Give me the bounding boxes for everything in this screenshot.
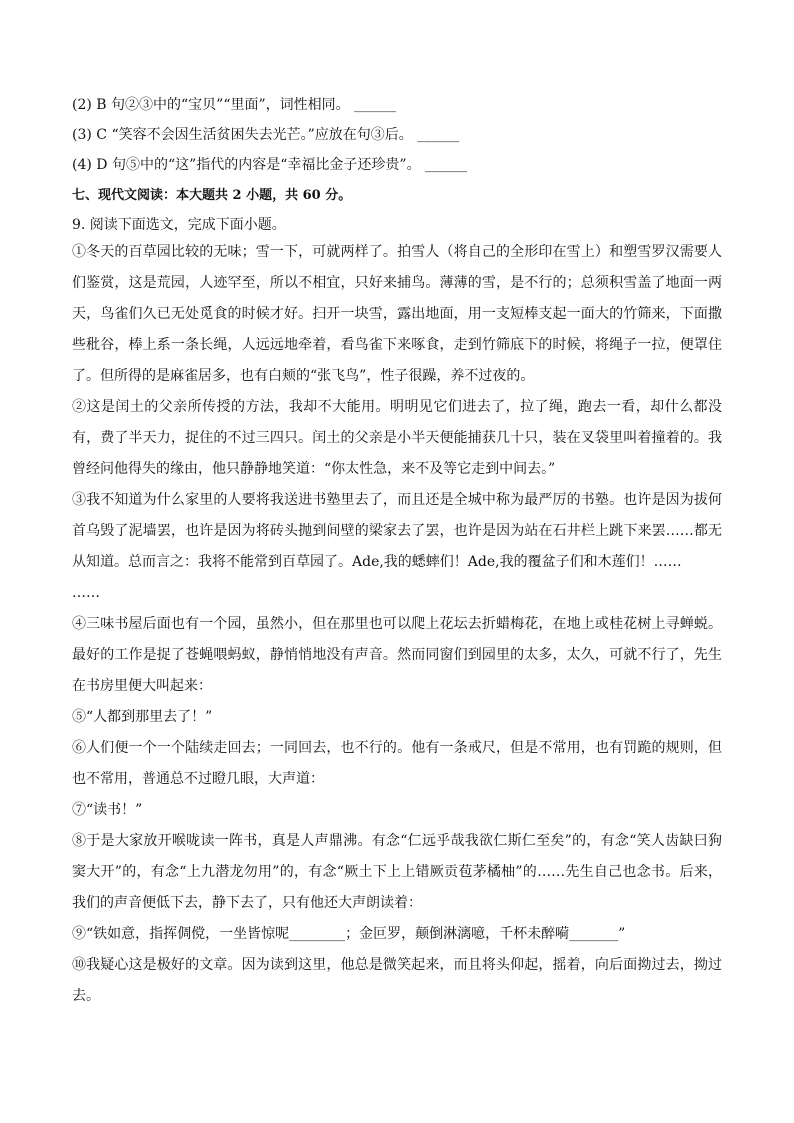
section-heading: 七、现代文阅读：本大题共 2 小题，共 60 分。 — [72, 188, 352, 203]
passage-paragraph: ⑥人们便一个一个陆续走回去；一同回去，也不行的。他有一条戒尺，但是不常用，也有罚跪的规则，但也不常用，普通总不过瞪几眼，大声道： — [72, 740, 722, 787]
question-item — [72, 126, 722, 145]
question-text: (2) B 句②③中的“宝贝”“里面”，词性相同。 — [72, 97, 350, 113]
passage-paragraph: ⑨“铁如意，指挥倜傥，一坐皆惊呢________；金叵罗，颠倒淋漓噫，千杯未醉嗬_______” — [72, 926, 626, 942]
question-text: (4) D 句⑤中的“这”指代的内容是“幸福比金子还珍贵”。 — [72, 157, 421, 173]
passage-paragraph: ④三味书屋后面也有一个园，虽然小，但在那里也可以爬上花坛去折蜡梅花，在地上或桂花树上寻蝉蜕。最好的工作是捉了苍蝇喂蚂蚁，静悄悄地没有声音。然而同窗们到园里的太多，太久，可就不行了，先生在书房里便大叫起来： — [72, 616, 722, 694]
passage-paragraph: ⑩我疑心这是极好的文章。因为读到这里，他总是微笑起来，而且将头仰起，摇着，向后面拗过去，拗过去。 — [72, 957, 722, 1004]
answer-blank[interactable]: ______ — [417, 127, 460, 143]
passage-paragraph: ⑤“人都到那里去了！” — [72, 709, 213, 725]
exam-page — [72, 96, 722, 1012]
question-intro: 9. 阅读下面选文，完成下面小题。 — [72, 217, 286, 233]
passage-paragraph: ⑧于是大家放开喉咙读一阵书，真是人声鼎沸。有念“仁远乎哉我欲仁斯仁至矣”的，有念“笑人齿缺曰狗窦大开”的，有念“上九潜龙勿用”的，有念“厥土下上上错厥贡苞茅橘柚”的……先生自己也念书。后来，我们的声音便低下去，静下去了，只有他还大声朗读着： — [72, 833, 722, 911]
answer-blank[interactable]: ______ — [354, 97, 397, 113]
question-item — [72, 156, 722, 175]
passage-paragraph: ③我不知道为什么家里的人要将我送进书塾里去了，而且还是全城中称为最严厉的书塾。也许是因为拔何首乌毁了泥墙罢，也许是因为将砖头抛到间壁的梁家去了罢，也许是因为站在石井栏上跳下来罢……都无从知道。总而言之：我将不能常到百草园了。Ade,我的蟋蟀们！Ade,我的覆盆子们和木莲们！…… — [72, 492, 722, 570]
passage-paragraph: ①冬天的百草园比较的无味；雪一下，可就两样了。拍雪人（将自己的全形印在雪上）和塑雪罗汉需要人们鉴赏，这是荒园，人迹罕至，所以不相宜，只好来捕鸟。薄薄的雪，是不行的；总须积雪盖了地面一两天，鸟雀们久已无处觅食的时候才好。扫开一块雪，露出地面，用一支短棒支起一面大的竹筛来，下面撒些秕谷，棒上系一条长绳，人远远地牵着，看鸟雀下来啄食，走到竹筛底下的时候，将绳子一拉，便罩住了。但所得的是麻雀居多，也有白颊的“张飞鸟”，性子很躁，养不过夜的。 — [72, 244, 722, 384]
question-text: (3) C “笑容不会因生活贫困失去光芒。”应放在句③后。 — [72, 127, 413, 143]
answer-blank[interactable]: ______ — [425, 157, 468, 173]
passage-paragraph: ⑦“读书！” — [72, 802, 143, 818]
passage-ellipsis: …… — [72, 585, 100, 601]
passage-paragraph: ②这是闰土的父亲所传授的方法，我却不大能用。明明见它们进去了，拉了绳，跑去一看，却什么都没有，费了半天力，捉住的不过三四只。闰土的父亲是小半天便能捕获几十只，装在叉袋里叫着撞着的。我曾经问他得失的缘由，他只静静地笑道：“你太性急，来不及等它走到中间去。” — [72, 399, 722, 477]
question-item — [72, 96, 722, 115]
